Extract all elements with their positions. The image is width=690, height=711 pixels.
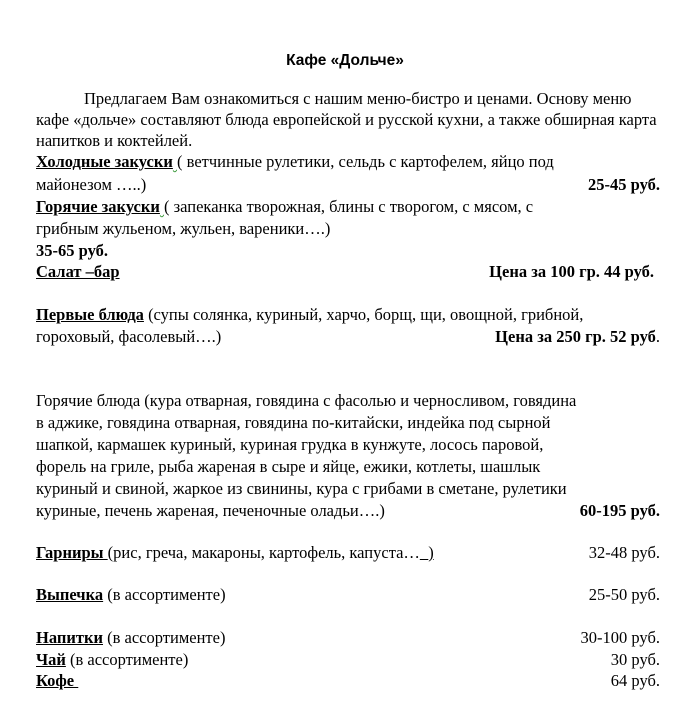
tea-heading: Чай xyxy=(36,650,66,669)
hot-dishes-line: куриный и свиной, жаркое из свинины, кура с грибами в сметане, рулетики xyxy=(36,479,567,498)
drinks-heading: Напитки xyxy=(36,628,103,647)
hot-appetizers-desc-cont: грибным жульеном, жульен, вареники….) xyxy=(36,219,331,238)
drinks-price: 30-100 руб. xyxy=(580,628,660,647)
salad-bar-line xyxy=(36,261,660,282)
hot-dishes-line: в аджике, говядина отварная, говядина по-китайски, индейка под сырной xyxy=(36,413,551,432)
first-courses-line2: гороховый, фасолевый….) Цена за 250 гр. 52 руб. xyxy=(36,327,660,346)
hot-dishes-last-line xyxy=(36,500,660,521)
hot-appetizers-line2 xyxy=(36,218,660,239)
bakery-price: 25-50 руб. xyxy=(588,585,660,604)
salad-bar-price: Цена за 100 гр. 44 руб. xyxy=(489,262,654,281)
bakery-line xyxy=(36,584,660,605)
hot-dishes-price: 60-195 руб. xyxy=(579,501,660,520)
coffee-heading: Кофе xyxy=(36,671,79,690)
cold-appetizers-heading: Холодные закуски xyxy=(36,152,173,171)
hot-appetizers-desc: ( запеканка творожная, блины с творогом, с мясом, с xyxy=(164,197,534,216)
drinks-line xyxy=(36,627,660,648)
hot-dishes-line: форель на гриле, рыба жареная в сыре и яйце, ежики, котлеты, шашлык xyxy=(36,457,541,476)
hot-appetizers-line3 xyxy=(36,240,660,261)
hot-dishes-line: куриные, печень жареная, печеночные оладьи….) xyxy=(36,501,385,520)
hot-appetizers-line1 xyxy=(36,196,660,217)
cold-appetizers-desc: ( ветчинные рулетики, сельдь с картофелем, яйцо под xyxy=(177,152,554,171)
tea-desc: (в ассортименте) xyxy=(65,650,189,669)
first-courses-desc: (супы солянка, куриный, харчо, борщ, щи, овощной, грибной, xyxy=(143,305,584,324)
hot-dishes-line: шапкой, кармашек куриный, куриная грудка в кунжуте, лосось паровой, xyxy=(36,435,544,454)
hot-appetizers-price: 35-65 руб. xyxy=(36,241,108,260)
intro-paragraph: Предлагаем Вам ознакомиться с нашим меню-бистро и ценами. Основу меню кафе «дольче» составляют блюда европейской и русской кухни, а также обширная карта напитков и коктейлей. xyxy=(36,89,657,150)
cold-appetizers-price: 25-45 руб. xyxy=(588,175,660,194)
garnish-heading: Гарниры xyxy=(36,543,108,562)
salad-bar-heading: Салат –бар xyxy=(36,262,120,281)
first-courses-desc-cont: гороховый, фасолевый….) xyxy=(36,327,222,346)
coffee-price: 64 руб. xyxy=(610,671,660,690)
menu-title: Кафе «Дольче» xyxy=(286,52,404,69)
hot-appetizers-heading: Горячие закуски xyxy=(36,197,160,216)
bakery-heading: Выпечка xyxy=(36,585,104,604)
cold-appetizers-line2 xyxy=(36,174,660,195)
tea-price: 30 руб. xyxy=(610,650,660,669)
first-courses-line1 xyxy=(36,304,660,325)
garnish-desc: (рис, греча, макароны, картофель, капуста… xyxy=(107,543,420,562)
tea-line xyxy=(36,649,660,670)
first-courses-price: Цена за 250 гр. 52 руб xyxy=(495,327,656,346)
garnish-price: 32-48 руб. xyxy=(588,543,660,562)
garnish-line: Гарниры (рис, греча, макароны, картофель, капуста…_) 32-48 руб. xyxy=(36,543,660,562)
drinks-desc: (в ассортименте) xyxy=(103,628,226,647)
cold-appetizers-line1 xyxy=(36,151,660,172)
bakery-desc: (в ассортименте) xyxy=(103,585,226,604)
coffee-line xyxy=(36,670,660,691)
first-courses-heading: Первые блюда xyxy=(36,305,144,324)
cold-appetizers-desc-cont: майонезом …..) xyxy=(36,175,147,194)
hot-dishes-line: Горячие блюда (кура отварная, говядина с фасолью и черносливом, говядина xyxy=(36,391,577,410)
